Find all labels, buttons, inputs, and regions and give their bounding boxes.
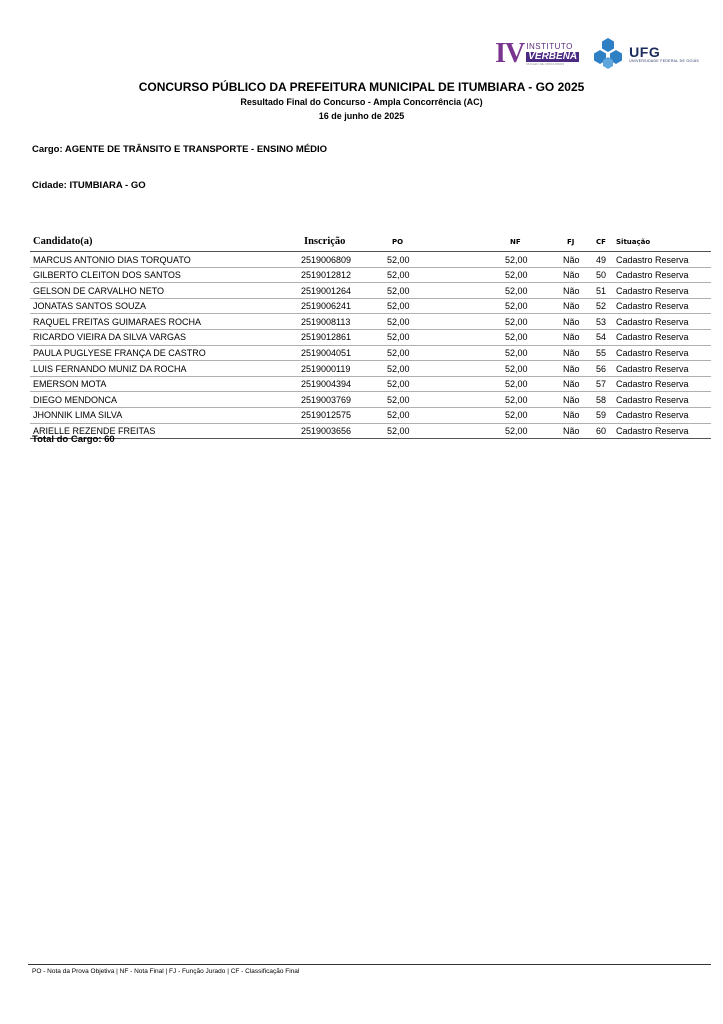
nf-score: 52,00: [505, 332, 528, 343]
cf-rank: 60: [596, 426, 607, 437]
table-row: [30, 330, 711, 346]
inscription-number: 2519003769: [301, 394, 352, 405]
document-date: 16 de junho de 2025: [318, 111, 405, 121]
inscription-number: 2519001264: [301, 285, 352, 296]
cf-rank: 53: [596, 316, 607, 327]
inscription-number: 2519012861: [301, 332, 352, 343]
inscription-number: 2519012575: [301, 410, 352, 421]
po-score: 52,00: [387, 301, 410, 312]
candidate-name: GELSON DE CARVALHO NETO: [33, 285, 165, 296]
situation: Cadastro Reserva: [616, 316, 689, 327]
ufg-hexagon-icon: [591, 37, 625, 71]
nf-score: 52,00: [505, 301, 528, 312]
table-row: [30, 252, 711, 268]
fj-value: Não: [563, 332, 580, 343]
fj-value: Não: [563, 285, 580, 296]
po-score: 52,00: [387, 285, 410, 296]
iv-logo-text: [526, 42, 579, 66]
po-score: 52,00: [387, 379, 410, 390]
po-score: 52,00: [387, 270, 410, 281]
header-cf: CF: [596, 238, 606, 246]
nf-score: 52,00: [505, 394, 528, 405]
situation: Cadastro Reserva: [616, 410, 689, 421]
footer-legend: PO - Nota da Prova Objetiva | NF - Nota Final | FJ - Função Jurado | CF - Classificação Final: [32, 968, 300, 975]
document-subtitle: Resultado Final do Concurso - Ampla Concorrência (AC): [240, 97, 483, 107]
candidate-name: DIEGO MENDONCA: [33, 394, 118, 405]
fj-value: Não: [563, 348, 580, 359]
candidate-name: EMERSON MOTA: [33, 379, 107, 390]
table-row: [30, 361, 711, 377]
candidate-name: GILBERTO CLEITON DOS SANTOS: [33, 270, 181, 281]
situation: Cadastro Reserva: [616, 301, 689, 312]
document-title: CONCURSO PÚBLICO DA PREFEITURA MUNICIPAL DE ITUMBIARA - GO 2025: [138, 80, 585, 94]
fj-value: Não: [563, 254, 580, 265]
candidate-name: MARCUS ANTONIO DIAS TORQUATO: [33, 254, 191, 265]
po-score: 52,00: [387, 332, 410, 343]
situation: Cadastro Reserva: [616, 379, 689, 390]
nf-score: 52,00: [505, 270, 528, 281]
cf-rank: 49: [596, 254, 607, 265]
nf-score: 52,00: [505, 316, 528, 327]
nf-score: 52,00: [505, 363, 528, 374]
fj-value: Não: [563, 270, 580, 281]
situation: Cadastro Reserva: [616, 332, 689, 343]
nf-score: 52,00: [505, 426, 528, 437]
cf-rank: 56: [596, 363, 607, 374]
table-row: [30, 377, 711, 393]
footer-divider: [28, 964, 711, 965]
table-row: [30, 392, 711, 408]
inscription-number: 2519006809: [301, 254, 352, 265]
header-fj: FJ: [567, 238, 575, 246]
header-inscricao: Inscrição: [304, 236, 346, 247]
ufg-logo: [591, 37, 699, 71]
nf-score: 52,00: [505, 410, 528, 421]
fj-value: Não: [563, 301, 580, 312]
iv-logo-mark: IV: [495, 38, 525, 69]
candidate-name: ARIELLE REZENDE FREITAS: [33, 426, 156, 437]
po-score: 52,00: [387, 316, 410, 327]
ufg-logo-name: UFG: [629, 44, 661, 60]
iv-logo-bottom: VERBENA: [528, 51, 578, 62]
header-situacao: Situação: [616, 238, 651, 246]
inscription-number: 2519003656: [301, 426, 352, 437]
cf-rank: 55: [596, 348, 607, 359]
situation: Cadastro Reserva: [616, 426, 689, 437]
candidate-name: RAQUEL FREITAS GUIMARAES ROCHA: [33, 316, 202, 327]
situation: Cadastro Reserva: [616, 254, 689, 265]
header-logos: [495, 36, 699, 72]
nf-score: 52,00: [505, 348, 528, 359]
ufg-logo-text: [629, 45, 699, 63]
iv-logo-top: INSTITUTO: [526, 42, 573, 51]
nf-score: 52,00: [505, 285, 528, 296]
fj-value: Não: [563, 410, 580, 421]
fj-value: Não: [563, 316, 580, 327]
candidate-name: JONATAS SANTOS SOUZA: [33, 301, 147, 312]
inscription-number: 2519004051: [301, 348, 352, 359]
table-header: [30, 236, 711, 252]
total-cargo: Total do Cargo: 60: [32, 434, 115, 445]
table-row: [30, 346, 711, 362]
fj-value: Não: [563, 426, 580, 437]
cf-rank: 54: [596, 332, 607, 343]
header-candidato: Candidato(a): [33, 236, 93, 247]
inscription-number: 2519012812: [301, 270, 352, 281]
nf-score: 52,00: [505, 254, 528, 265]
inscription-number: 2519006241: [301, 301, 352, 312]
cf-rank: 57: [596, 379, 607, 390]
cargo-label: Cargo: AGENTE DE TRÂNSITO E TRANSPORTE - ENSINO MÉDIO: [32, 144, 328, 155]
table-row: [30, 314, 711, 330]
header-po: PO: [392, 238, 404, 246]
cf-rank: 51: [596, 285, 607, 296]
situation: Cadastro Reserva: [616, 363, 689, 374]
ufg-logo-sub: UNIVERSIDADE FEDERAL DE GOIÁS: [629, 59, 699, 63]
nf-score: 52,00: [505, 379, 528, 390]
fj-value: Não: [563, 379, 580, 390]
cidade-label: Cidade: ITUMBIARA - GO: [32, 180, 146, 191]
po-score: 52,00: [387, 394, 410, 405]
cf-rank: 50: [596, 270, 607, 281]
table-body: [30, 252, 711, 439]
cf-rank: 58: [596, 394, 607, 405]
table-row: [30, 424, 711, 440]
fj-value: Não: [563, 363, 580, 374]
results-table: [30, 236, 711, 439]
fj-value: Não: [563, 394, 580, 405]
table-row: [30, 299, 711, 315]
inscription-number: 2519008113: [301, 316, 351, 327]
table-row: [30, 408, 711, 424]
inscription-number: 2519000119: [301, 363, 351, 374]
table-row: [30, 268, 711, 284]
po-score: 52,00: [387, 254, 410, 265]
inscription-number: 2519004394: [301, 379, 352, 390]
po-score: 52,00: [387, 348, 410, 359]
iv-logo-tag: NÚCLEO DE CONCURSOS: [526, 62, 565, 66]
candidate-name: LUIS FERNANDO MUNIZ DA ROCHA: [33, 363, 187, 374]
situation: Cadastro Reserva: [616, 285, 689, 296]
po-score: 52,00: [387, 363, 410, 374]
situation: Cadastro Reserva: [616, 270, 689, 281]
table-row: [30, 283, 711, 299]
candidate-name: RICARDO VIEIRA DA SILVA VARGAS: [33, 332, 187, 343]
situation: Cadastro Reserva: [616, 394, 689, 405]
candidate-name: JHONNIK LIMA SILVA: [33, 410, 123, 421]
po-score: 52,00: [387, 426, 410, 437]
cf-rank: 59: [596, 410, 607, 421]
header-nf: NF: [510, 238, 521, 246]
instituto-verbena-logo: [495, 40, 579, 68]
cf-rank: 52: [596, 301, 607, 312]
po-score: 52,00: [387, 410, 410, 421]
situation: Cadastro Reserva: [616, 348, 689, 359]
candidate-name: PAULA PUGLYESE FRANÇA DE CASTRO: [33, 348, 206, 359]
document-header: [0, 80, 723, 123]
